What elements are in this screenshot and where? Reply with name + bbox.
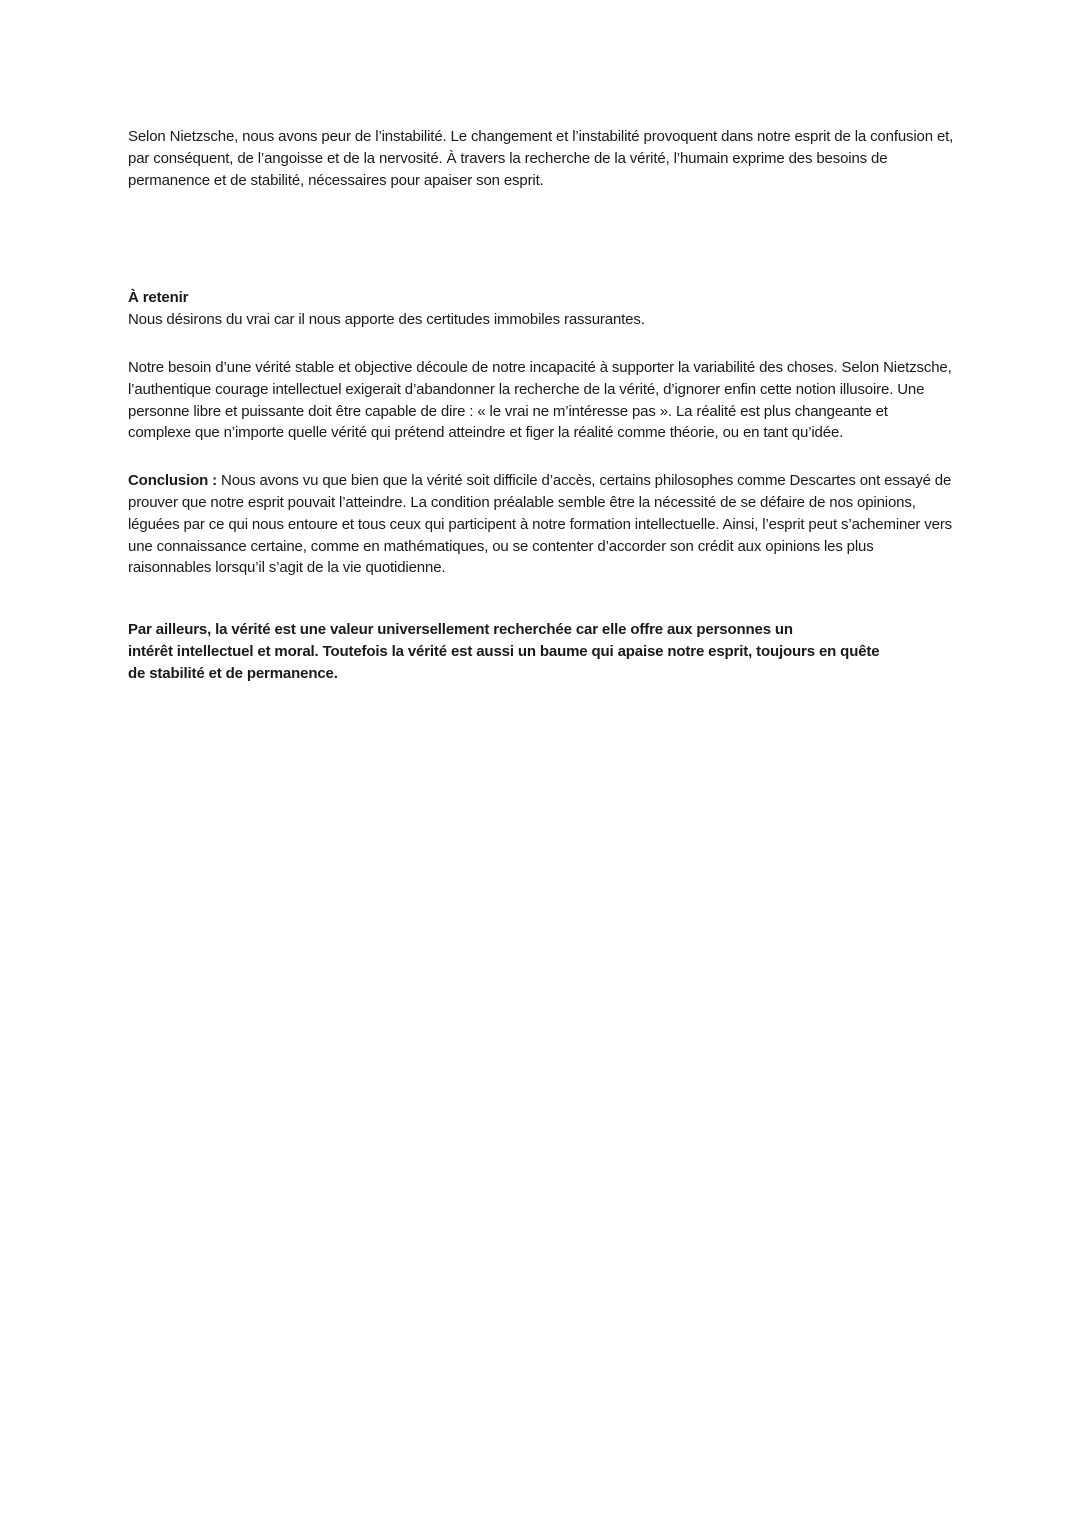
closing-line-3: de stabilité et de permanence. bbox=[128, 664, 338, 682]
paragraph-closing-bold bbox=[128, 619, 954, 684]
closing-line-2: intérêt intellectuel et moral. Toutefois la vérité est aussi un baume qui apaise notre esprit, toujours en quête bbox=[128, 642, 880, 660]
closing-line-1: Par ailleurs, la vérité est une valeur universellement recherchée car elle offre aux personnes un bbox=[128, 621, 793, 639]
heading-a-retenir: À retenir bbox=[128, 289, 189, 307]
conclusion-label: Conclusion : bbox=[128, 472, 218, 490]
paragraph-verite-stable: Notre besoin d’une vérité stable et objective découle de notre incapacité à supporter la variabilité des choses. Selon Nietzsche, l’authentique courage intellectuel exigerait d’abandonner la recherche de la vérité, d’ignorer enfin cette notion illusoire. Une personne libre et puissante doit être capable de dire : « le vrai ne m’intéresse pas ». La réalité est plus changeante et complexe que n’importe quelle vérité qui prétend atteindre et figer la réalité comme théorie, ou en tant qu’idée. bbox=[128, 358, 952, 442]
paragraph-intro-nietzsche: Selon Nietzsche, nous avons peur de l’instabilité. Le changement et l’instabilité provoquent dans notre esprit de la confusion et, par conséquent, de l’angoisse et de la nervosité. À travers la recherche de la vérité, l’humain exprime des besoins de permanence et de stabilité, nécessaires pour apaiser son esprit. bbox=[128, 128, 954, 189]
paragraph-a-retenir-text: Nous désirons du vrai car il nous apporte des certitudes immobiles rassurantes. bbox=[128, 311, 645, 329]
conclusion-text: Nous avons vu que bien que la vérité soit difficile d’accès, certains philosophes comme Descartes ont essayé de prouver que notre esprit pouvait l’atteindre. La condition préalable semble être la nécessité de se défaire de nos opinions, léguées par ce qui nous entoure et tous ceux qui participent à notre formation intellectuelle. Ainsi, l’esprit peut s’acheminer vers une connaissance certaine, comme en mathématiques, ou se contenter d’accorder son crédit aux opinions les plus raisonnables lorsqu’il s’agit de la vie quotidienne. bbox=[128, 472, 953, 577]
paragraph-conclusion bbox=[128, 470, 954, 579]
